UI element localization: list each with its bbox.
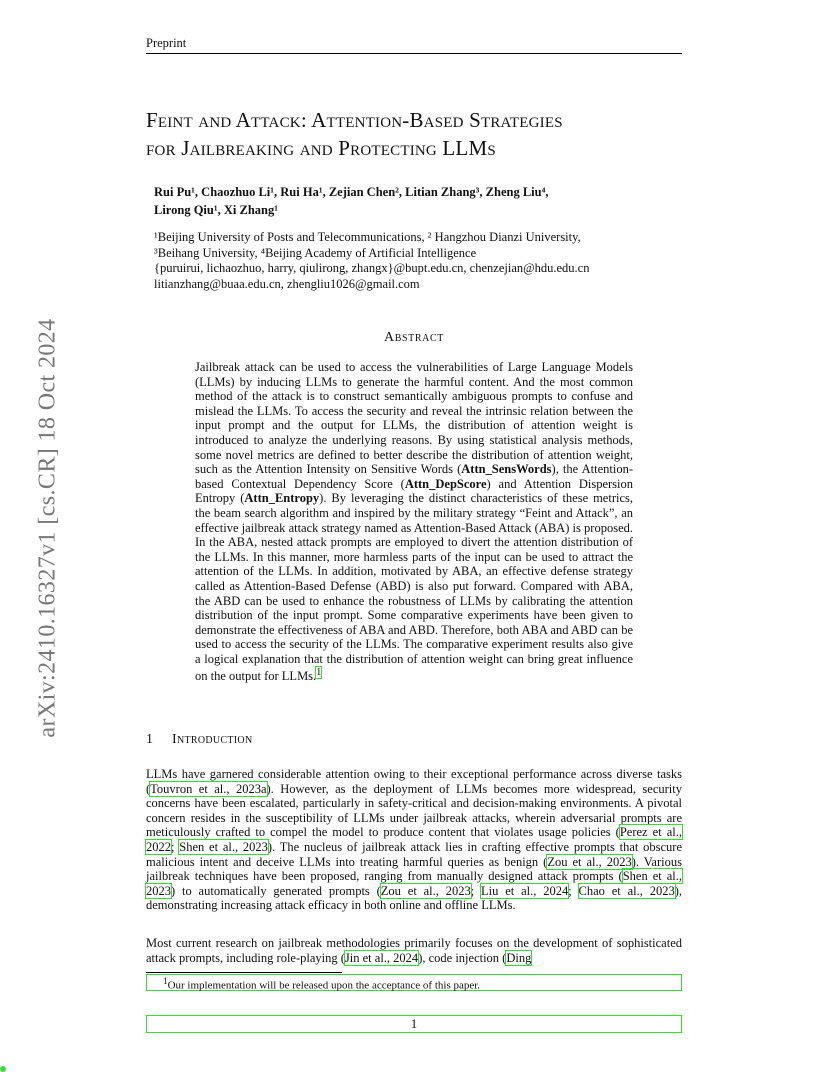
section-heading — [146, 732, 252, 748]
citation-link[interactable]: Liu et al., 2024 — [481, 883, 569, 898]
body-text: ; — [470, 883, 482, 898]
metric-attn-senswords: Attn_SensWords — [461, 462, 552, 477]
citation-link[interactable]: Jin et al., 2024 — [344, 950, 419, 965]
page-number: 1 — [410, 1017, 418, 1031]
affiliation-line-1: ¹Beijing University of Posts and Telecommunications, ² Hangzhou Dianzi University, — [154, 230, 581, 244]
title-line-1: Feint and Attack: Attention-Based Strategies — [146, 108, 563, 132]
citation-link[interactable]: Zou et al., 2023 — [380, 883, 471, 898]
abstract-text-2: ), the Attention-based Contextual Dependency Score ( — [195, 462, 633, 491]
email-line-1: {puruirui, lichaozhuo, harry, qiulirong, zhangx}@bupt.edu.cn, chenzejian@hdu.edu.cn — [154, 261, 590, 275]
metric-attn-depscore: Attn_DepScore — [404, 476, 487, 491]
authors-line-2: Lirong Qiu¹, Xi Zhang¹ — [154, 203, 278, 217]
footnote-link[interactable]: 1 — [316, 667, 322, 679]
body-text: ). Various jailbreak techniques have been proposed, ranging from manually designed attack prompts ( — [146, 854, 682, 884]
footnote-mark: 1 — [163, 976, 168, 986]
metric-attn-entropy: Attn_Entropy — [244, 491, 320, 506]
intro-paragraph-1 — [146, 767, 682, 913]
citation-link[interactable]: Shen et al., 2023 — [146, 869, 682, 898]
abstract-text-4: ). By leveraging the distinct characteristics of these metrics, the beam search algorithm and inspired by the military strategy “Feint and Attack”, an effective jailbreak attack strategy named as Attention-Based Attack (ABA) is proposed. In the ABA, nested attack prompts are employed to divert the attention distribution of the LLMs. In this manner, more harmless parts of the input can be used to attract the attention of the LLMs. In addition, motivated by ABA, an effective defense strategy called as Attention-Based Defense (ABD) is also put forward. Compared with ABA, the ABD can be used to enhance the robustness of LLMs by calibrating the attention distribution of the input prompt. Some comparative experiments have been given to demonstrate the effectiveness of ABA and ABD. Therefore, both ABA and ABD can be used to access the security of the LLMs. The comparative experiment results also give a logical explanation that the distribution of attention weight can bring great influence on the output for LLMs. — [195, 491, 633, 684]
affiliations — [154, 230, 684, 292]
citation-link[interactable]: Chao et al., 2023 — [578, 883, 675, 898]
body-text: ; — [171, 839, 180, 854]
abstract-text-1: Jailbreak attack can be used to access the vulnerabilities of Large Language Models (LLMs) by inducing LLMs to generate the harmful content. And the most common method of the attack is to construct semantically ambiguous prompts to confuse and mislead the LLMs. To access the security and reveal the intrinsic relation between the input prompt and the output for LLMs, the distribution of attention weight is introduced to analyze the underlying reasons. By using statistical analysis methods, some novel metrics are defined to better describe the distribution of attention weight, such as the Attention Intensity on Sensitive Words ( — [195, 360, 633, 477]
citation-link[interactable]: Touvron et al., 2023a — [150, 781, 267, 796]
abstract-text-3: ) and Attention Dispersion Entropy ( — [195, 476, 633, 506]
section-number: 1 — [146, 732, 154, 747]
body-text: ), demonstrating increasing attack efficacy in both online and offline LLMs. — [146, 883, 682, 913]
affiliation-line-2: ³Beihang University, ⁴Beijing Academy of Artificial Intelligence — [154, 245, 477, 260]
citation-link[interactable]: Perez et al., 2022 — [146, 825, 682, 854]
footnote-rule — [146, 972, 342, 973]
section-title: Introduction — [172, 732, 253, 747]
citation-link[interactable]: Zou et al., 2023 — [547, 854, 632, 869]
paper-title — [146, 106, 691, 162]
title-line-2: for Jailbreaking and Protecting LLMs — [146, 136, 496, 160]
citation-link[interactable]: Ding — [506, 950, 532, 965]
annotation-marker — [0, 1066, 6, 1072]
body-text: LLMs have garnered considerable attention owing to their exceptional performance across diverse tasks ( — [146, 767, 682, 796]
intro-paragraph-2 — [146, 936, 682, 965]
abstract-heading: Abstract — [384, 330, 444, 345]
abstract-body — [195, 360, 633, 684]
arxiv-stamp: arXiv:2410.16327v1 [cs.CR] 18 Oct 2024 — [34, 318, 61, 738]
footnote-text: Our implementation will be released upon the acceptance of this paper. — [167, 979, 481, 992]
body-text: ), code injection ( — [418, 950, 507, 965]
email-line-2: litianzhang@buaa.edu.cn, zhengliu1026@gmail.com — [154, 276, 420, 291]
running-head: Preprint — [146, 36, 187, 50]
header-rule — [146, 53, 682, 54]
body-text: ). However, as the deployment of LLMs becomes more widespread, security concerns have been escalated, particularly in safety-critical and decision-making environments. A pivotal concern resides in the susceptibility of LLMs under jailbreak attacks, wherein adversarial prompts are meticulously crafted to compel the model to produce content that violates usage policies ( — [146, 781, 682, 840]
body-text: ). The nucleus of jailbreak attack lies in crafting effective prompts that obscure malicious intent and deceive LLMs into treating harmful queries as benign ( — [146, 839, 683, 869]
body-text: Most current research on jailbreak methodologies primarily focuses on the development of sophisticated attack prompts, including role-playing ( — [146, 936, 682, 965]
authors-line-1: Rui Pu¹, Chaozhuo Li¹, Rui Ha¹, Zejian Chen², Litian Zhang³, Zheng Liu⁴, — [154, 185, 549, 199]
footnote — [163, 976, 480, 992]
citation-link[interactable]: Shen et al., 2023 — [179, 839, 268, 854]
body-text: ; — [568, 883, 579, 898]
author-list — [154, 183, 684, 219]
body-text: ) to automatically generated prompts ( — [171, 883, 381, 898]
